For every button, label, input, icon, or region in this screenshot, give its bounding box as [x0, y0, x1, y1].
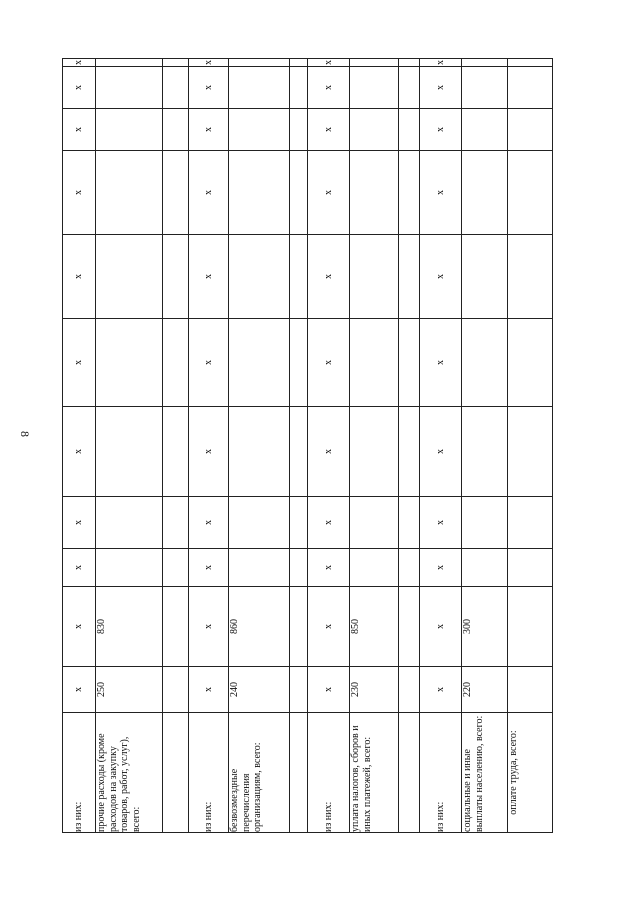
amount-cell: x: [63, 407, 96, 497]
amount-cell: [229, 235, 290, 319]
amount-cell: x: [308, 407, 350, 497]
line-code-cell: [508, 667, 553, 713]
row-label: безвозмездные перечисления организациям, всего:: [229, 713, 290, 833]
table-row: [229, 59, 290, 833]
amount-cell: [462, 109, 508, 151]
amount-cell: [290, 319, 308, 407]
amount-cell: [163, 151, 189, 235]
amount-cell: [350, 407, 399, 497]
table-row: [308, 59, 350, 833]
amount-cell: [350, 67, 399, 109]
line-code-cell: x: [420, 667, 462, 713]
budget-code-cell: x: [308, 587, 350, 667]
amount-cell: [290, 151, 308, 235]
amount-cell: [96, 407, 163, 497]
amount-cell: x: [189, 235, 229, 319]
amount-cell: [96, 151, 163, 235]
amount-cell: x: [420, 59, 462, 67]
budget-code-cell: 860: [229, 587, 290, 667]
row-label: из них:: [308, 713, 350, 833]
amount-cell: [508, 319, 553, 407]
amount-cell: [399, 319, 420, 407]
line-code-cell: 250: [96, 667, 163, 713]
amount-cell: [163, 549, 189, 587]
budget-code-cell: 850: [350, 587, 399, 667]
table-row: [462, 59, 508, 833]
amount-cell: x: [63, 235, 96, 319]
amount-cell: x: [420, 109, 462, 151]
amount-cell: [350, 497, 399, 549]
amount-cell: [399, 67, 420, 109]
amount-cell: [96, 235, 163, 319]
line-code-cell: x: [63, 667, 96, 713]
amount-cell: [508, 549, 553, 587]
line-code-cell: 230: [350, 667, 399, 713]
budget-code-cell: 830: [96, 587, 163, 667]
amount-cell: x: [308, 67, 350, 109]
row-label: социальные и иные выплаты населению, всего:: [462, 713, 508, 833]
amount-cell: [508, 67, 553, 109]
amount-cell: [462, 319, 508, 407]
amount-cell: [96, 109, 163, 151]
budget-code-cell: x: [420, 587, 462, 667]
amount-cell: [399, 151, 420, 235]
line-code-cell: x: [308, 667, 350, 713]
budget-code-cell: 300: [462, 587, 508, 667]
amount-cell: [290, 235, 308, 319]
amount-cell: x: [308, 59, 350, 67]
amount-cell: [462, 549, 508, 587]
amount-cell: [462, 497, 508, 549]
amount-cell: x: [63, 497, 96, 549]
amount-cell: [229, 59, 290, 67]
amount-cell: x: [63, 151, 96, 235]
amount-cell: [163, 319, 189, 407]
amount-cell: x: [308, 319, 350, 407]
budget-code-cell: x: [63, 587, 96, 667]
amount-cell: [508, 407, 553, 497]
amount-cell: [508, 109, 553, 151]
amount-cell: [462, 407, 508, 497]
amount-cell: x: [189, 67, 229, 109]
budget-code-cell: [163, 587, 189, 667]
line-code-cell: x: [189, 667, 229, 713]
amount-cell: x: [420, 497, 462, 549]
form-table-frame: [62, 58, 552, 833]
amount-cell: [350, 235, 399, 319]
amount-cell: [508, 151, 553, 235]
amount-cell: [163, 235, 189, 319]
amount-cell: [399, 109, 420, 151]
amount-cell: [399, 549, 420, 587]
amount-cell: [96, 67, 163, 109]
row-label: уплата налогов, сборов и иных платежей, всего:: [350, 713, 399, 833]
table-row: [420, 59, 462, 833]
form-table-rotated: [62, 58, 552, 833]
amount-cell: [462, 151, 508, 235]
amount-cell: x: [189, 59, 229, 67]
amount-cell: x: [189, 407, 229, 497]
amount-cell: [399, 235, 420, 319]
amount-cell: [229, 319, 290, 407]
amount-cell: x: [189, 549, 229, 587]
amount-cell: x: [308, 151, 350, 235]
line-code-cell: [163, 667, 189, 713]
line-code-cell: [399, 667, 420, 713]
amount-cell: [229, 407, 290, 497]
page-number: 8: [18, 431, 32, 437]
amount-cell: [290, 67, 308, 109]
amount-cell: x: [63, 59, 96, 67]
amount-cell: x: [308, 109, 350, 151]
amount-cell: [399, 497, 420, 549]
amount-cell: x: [189, 497, 229, 549]
row-label: [290, 713, 308, 833]
table-row: [96, 59, 163, 833]
amount-cell: [163, 497, 189, 549]
amount-cell: [399, 407, 420, 497]
line-code-cell: 220: [462, 667, 508, 713]
amount-cell: [462, 67, 508, 109]
row-label: из них:: [189, 713, 229, 833]
amount-cell: [290, 407, 308, 497]
amount-cell: x: [420, 319, 462, 407]
amount-cell: [163, 59, 189, 67]
amount-cell: x: [63, 67, 96, 109]
table-row: [63, 59, 96, 833]
amount-cell: [229, 497, 290, 549]
amount-cell: [462, 59, 508, 67]
amount-cell: x: [63, 549, 96, 587]
expense-table: [62, 58, 553, 833]
row-label: прочие расходы (кроме расходов на закупку товаров, работ, услуг), всего:: [96, 713, 163, 833]
amount-cell: [508, 59, 553, 67]
amount-cell: [350, 151, 399, 235]
row-label: из них:: [420, 713, 462, 833]
amount-cell: [229, 549, 290, 587]
table-row: [163, 59, 189, 833]
amount-cell: [290, 497, 308, 549]
amount-cell: [290, 549, 308, 587]
budget-code-cell: [508, 587, 553, 667]
amount-cell: [96, 319, 163, 407]
amount-cell: [229, 67, 290, 109]
amount-cell: x: [420, 235, 462, 319]
amount-cell: [462, 235, 508, 319]
row-label: из них:: [63, 713, 96, 833]
table-row: [189, 59, 229, 833]
amount-cell: x: [308, 235, 350, 319]
amount-cell: x: [420, 67, 462, 109]
budget-code-cell: x: [189, 587, 229, 667]
amount-cell: x: [420, 151, 462, 235]
amount-cell: x: [189, 319, 229, 407]
row-label: [163, 713, 189, 833]
amount-cell: [350, 319, 399, 407]
table-row: [399, 59, 420, 833]
amount-cell: [350, 109, 399, 151]
amount-cell: x: [189, 151, 229, 235]
amount-cell: [163, 109, 189, 151]
amount-cell: [350, 549, 399, 587]
amount-cell: [96, 549, 163, 587]
amount-cell: [290, 109, 308, 151]
amount-cell: [96, 59, 163, 67]
row-label: [399, 713, 420, 833]
amount-cell: [163, 407, 189, 497]
amount-cell: [163, 67, 189, 109]
amount-cell: [229, 109, 290, 151]
table-row: [508, 59, 553, 833]
amount-cell: x: [420, 407, 462, 497]
row-label: оплате труда, всего:: [508, 713, 553, 833]
amount-cell: x: [189, 109, 229, 151]
line-code-cell: [290, 667, 308, 713]
amount-cell: x: [308, 497, 350, 549]
amount-cell: x: [63, 319, 96, 407]
table-row: [290, 59, 308, 833]
amount-cell: x: [308, 549, 350, 587]
budget-code-cell: [290, 587, 308, 667]
amount-cell: [229, 151, 290, 235]
amount-cell: x: [63, 109, 96, 151]
amount-cell: [96, 497, 163, 549]
amount-cell: [290, 59, 308, 67]
table-row: [350, 59, 399, 833]
amount-cell: x: [420, 549, 462, 587]
budget-code-cell: [399, 587, 420, 667]
amount-cell: [399, 59, 420, 67]
amount-cell: [350, 59, 399, 67]
amount-cell: [508, 497, 553, 549]
line-code-cell: 240: [229, 667, 290, 713]
amount-cell: [508, 235, 553, 319]
